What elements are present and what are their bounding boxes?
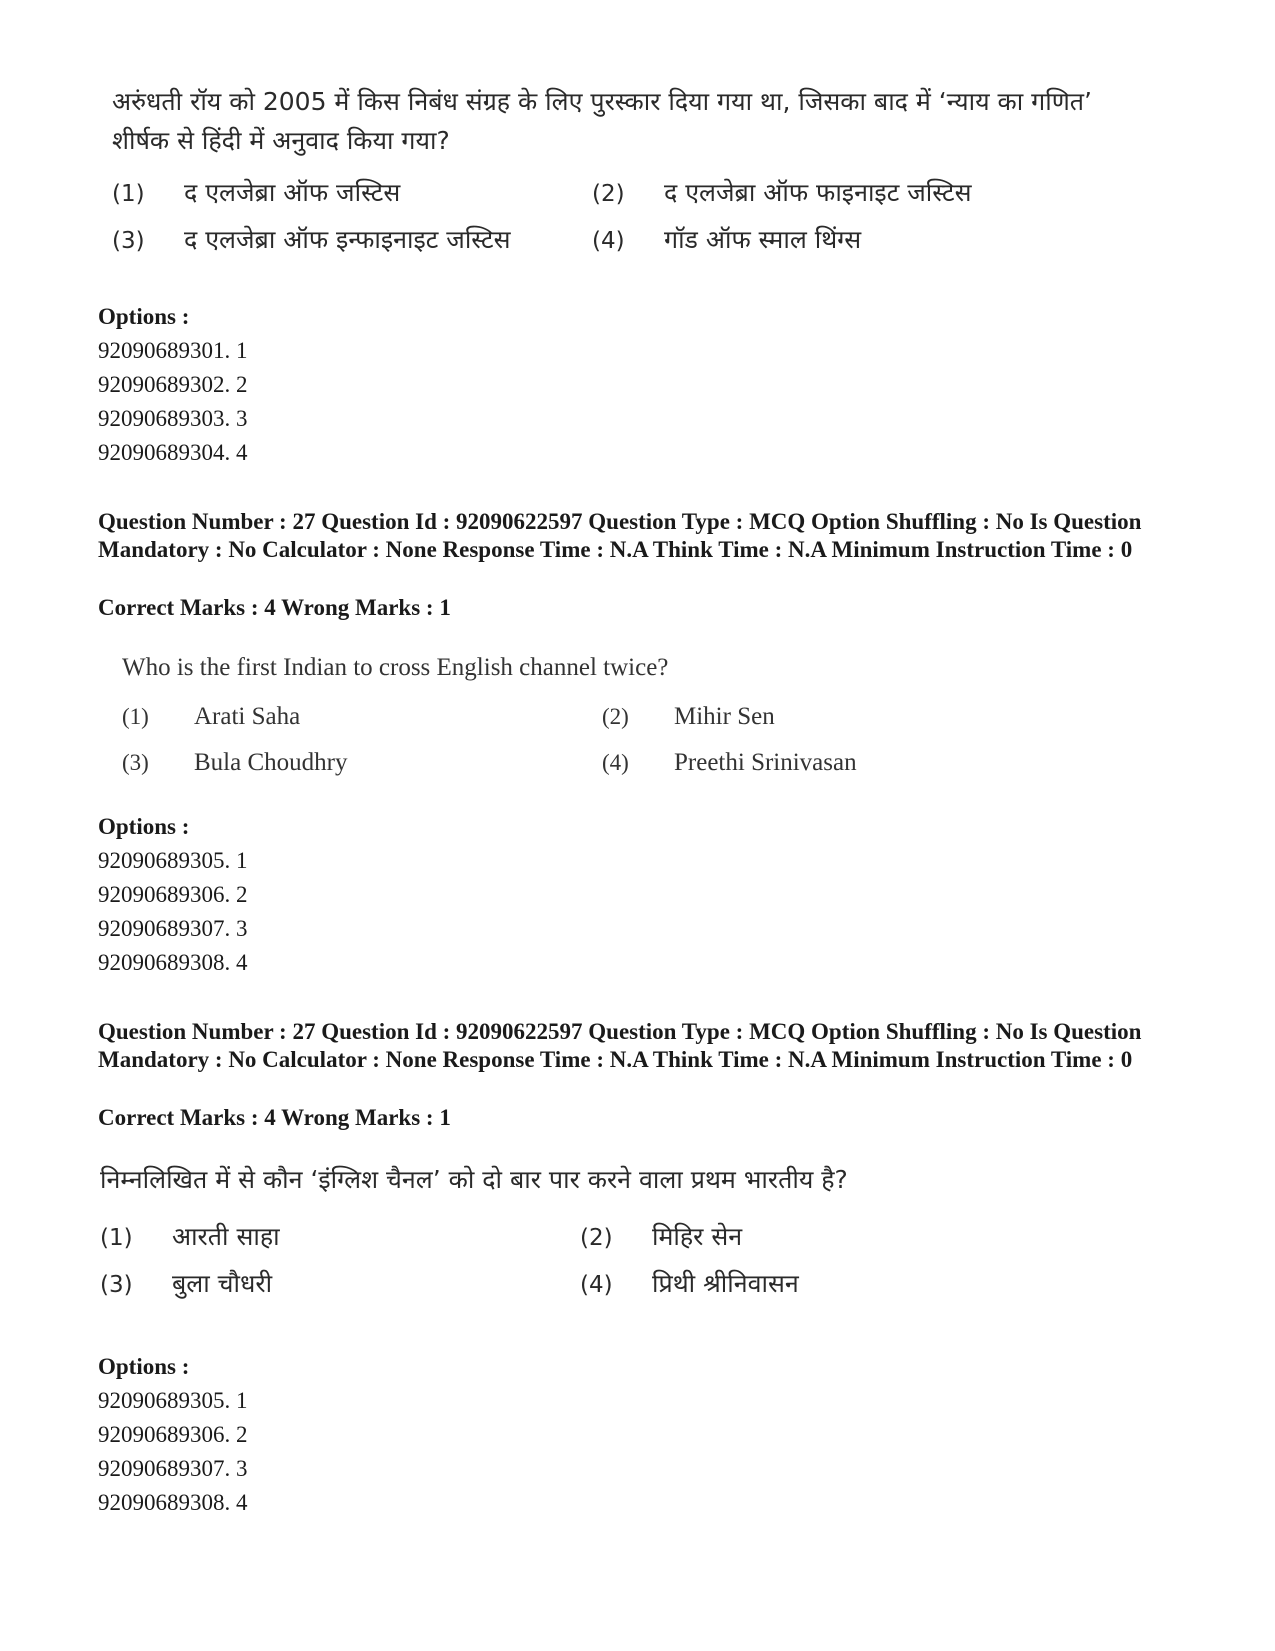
answer-choice — [112, 176, 592, 211]
choice-number: (3) — [100, 1272, 133, 1298]
option-id-row: 92090689303. 3 — [98, 406, 248, 431]
choice-number: (4) — [580, 1272, 613, 1298]
answer-choice — [602, 700, 1082, 734]
marks-line: Correct Marks : 4 Wrong Marks : 1 — [98, 595, 451, 620]
choice-number: (4) — [592, 228, 625, 254]
choice-number: (2) — [580, 1225, 613, 1251]
option-id-row: 92090689307. 3 — [98, 1456, 248, 1481]
question-meta: Question Number : 27 Question Id : 92090622597 Question Type : MCQ Option Shuffling : No Is Question Mandatory : No Calculator : None Response Time : N.A Think Time : N.A Minimum Instruction Time : 0 — [98, 509, 1142, 562]
answer-choice — [580, 1267, 1060, 1302]
question-meta: Question Number : 27 Question Id : 92090622597 Question Type : MCQ Option Shuffling : No Is Question Mandatory : No Calculator : None Response Time : N.A Think Time : N.A Minimum Instruction Time : 0 — [98, 1019, 1142, 1072]
choice-number: (2) — [592, 181, 625, 207]
option-id-row: 92090689307. 3 — [98, 916, 248, 941]
marks-line: Correct Marks : 4 Wrong Marks : 1 — [98, 1105, 451, 1130]
answer-choice — [100, 1220, 580, 1255]
choice-label: Mihir Sen — [674, 703, 775, 730]
answer-choices — [100, 1220, 1060, 1302]
choice-label: द एलजेब्रा ऑफ फाइनाइट जस्टिस — [664, 178, 972, 207]
option-id-row: 92090689308. 4 — [98, 950, 248, 975]
choice-label: Bula Choudhry — [194, 749, 348, 776]
choice-number: (1) — [112, 181, 145, 207]
choice-label: द एलजेब्रा ऑफ जस्टिस — [184, 178, 401, 207]
question-text: Who is the first Indian to cross English channel twice? — [122, 654, 669, 681]
choice-label: आरती साहा — [172, 1222, 280, 1251]
answer-choices — [112, 176, 1072, 258]
question-text: निम्नलिखित में से कौन ‘इंग्लिश चैनल’ को दो बार पार करने वाला प्रथम भारतीय है? — [100, 1165, 848, 1194]
choice-label: Arati Saha — [194, 703, 301, 730]
option-id-row: 92090689301. 1 — [98, 338, 248, 363]
answer-choice — [592, 223, 1072, 258]
choice-label: प्रिथी श्रीनिवासन — [652, 1269, 799, 1298]
option-id-row: 92090689306. 2 — [98, 882, 248, 907]
choice-label: गॉड ऑफ स्माल थिंग्स — [664, 225, 862, 254]
choice-number: (4) — [602, 750, 629, 775]
choice-number: (1) — [100, 1225, 133, 1251]
choice-number: (1) — [122, 704, 149, 729]
options-heading: Options : — [98, 304, 190, 329]
option-id-row: 92090689302. 2 — [98, 372, 248, 397]
choice-label: मिहिर सेन — [652, 1222, 743, 1251]
answer-choice — [602, 746, 1082, 780]
choice-label: बुला चौधरी — [172, 1269, 273, 1298]
option-id-row: 92090689308. 4 — [98, 1490, 248, 1515]
options-list — [98, 1350, 248, 1520]
option-id-row: 92090689306. 2 — [98, 1422, 248, 1447]
answer-choice — [112, 223, 592, 258]
answer-choice — [592, 176, 1072, 211]
option-id-row: 92090689304. 4 — [98, 440, 248, 465]
answer-choice — [580, 1220, 1060, 1255]
choice-number: (3) — [112, 228, 145, 254]
option-id-row: 92090689305. 1 — [98, 848, 248, 873]
choice-number: (3) — [122, 750, 149, 775]
answer-choice — [122, 700, 602, 734]
options-list — [98, 810, 248, 980]
choice-number: (2) — [602, 704, 629, 729]
options-heading: Options : — [98, 1354, 190, 1379]
question-text: अरुंधती रॉय को 2005 में किस निबंध संग्रह के लिए पुरस्कार दिया गया था, जिसका बाद में ‘न्याय का गणित’ शीर्षक से हिंदी में अनुवाद किया गया? — [112, 87, 1092, 155]
answer-choices — [122, 700, 1082, 780]
choice-label: द एलजेब्रा ऑफ इन्फाइनाइट जस्टिस — [184, 225, 511, 254]
option-id-row: 92090689305. 1 — [98, 1388, 248, 1413]
options-heading: Options : — [98, 814, 190, 839]
answer-choice — [122, 746, 602, 780]
choice-label: Preethi Srinivasan — [674, 749, 857, 776]
answer-choice — [100, 1267, 580, 1302]
options-list — [98, 300, 248, 470]
